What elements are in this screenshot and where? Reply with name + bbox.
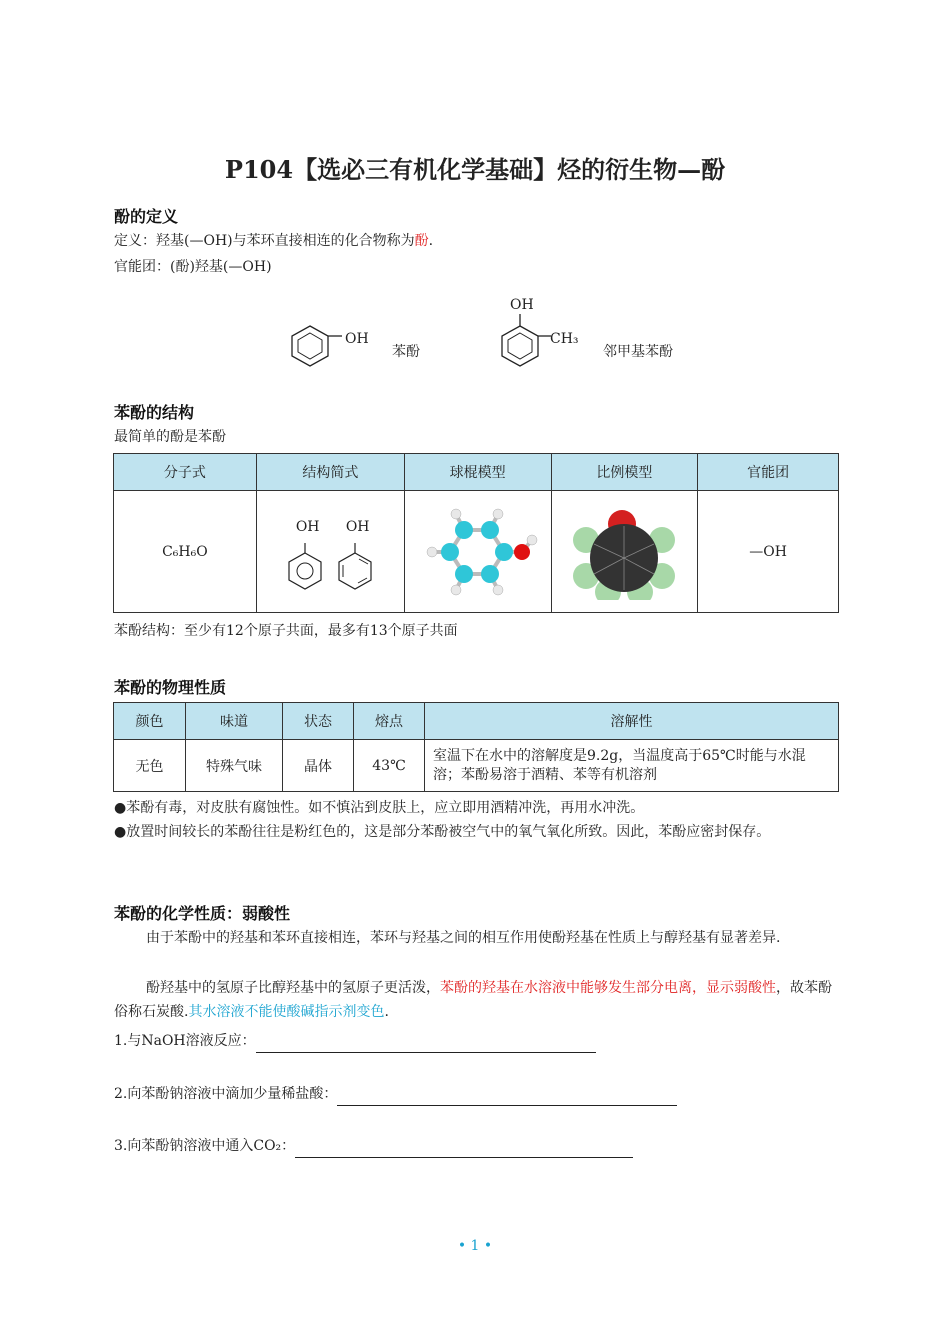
para2-text-a: 酚羟基中的氢原子比醇羟基中的氢原子更活泼，	[146, 980, 440, 996]
para2-text-b: ，故苯酚俗称石炭酸.	[114, 980, 832, 1020]
odor-cell: 特殊气味	[186, 740, 283, 792]
struct-oh-label-1: OH	[295, 518, 320, 535]
definition-suffix: .	[428, 233, 434, 249]
para2-highlight-cyan: 其水溶液不能使酸碱指示剂变色	[188, 1004, 385, 1020]
physical-properties-table	[113, 702, 839, 792]
table-header-row	[114, 703, 839, 740]
functional-group-cell: —OH	[698, 491, 839, 613]
para2-text-c: .	[384, 1004, 389, 1020]
table-row	[114, 740, 839, 792]
structure-table	[113, 453, 839, 613]
ball-stick-cell	[404, 491, 551, 613]
header-odor: 味道	[186, 703, 283, 740]
bullet-toxicity: ●苯酚有毒，对皮肤有腐蚀性。如不慎沾到皮肤上，应立即用酒精冲洗，再用水冲洗。	[114, 800, 645, 816]
structural-cell	[256, 491, 404, 613]
structure-note: 苯酚结构：至少有12个原子共面，最多有13个原子共面	[114, 623, 458, 639]
phenol-name: 苯酚	[392, 344, 420, 360]
functional-group-text: 官能团：(酚)羟基(—OH)	[114, 259, 272, 275]
formula-cell: C₆H₆O	[114, 491, 257, 613]
section-heading-definition: 酚的定义	[114, 207, 179, 226]
section-heading-structure: 苯酚的结构	[114, 403, 195, 422]
header-state: 状态	[283, 703, 354, 740]
struct-oh-label-2: OH	[345, 518, 370, 535]
section-heading-physical: 苯酚的物理性质	[114, 678, 227, 697]
answer-blank-1[interactable]	[256, 1034, 596, 1053]
para2-highlight-red: 苯酚的羟基在水溶液中能够发生部分电离，显示弱酸性	[440, 980, 776, 996]
chemical-paragraph-1: 由于苯酚中的羟基和苯环直接相连，苯环与羟基之间的相互作用使酚羟基在性质上与醇羟基有显著差异.	[146, 930, 781, 946]
space-filling-cell	[551, 491, 698, 613]
table-row	[114, 491, 839, 613]
space-filling-model-image	[564, 500, 684, 600]
state-cell: 晶体	[283, 740, 354, 792]
header-structural: 结构简式	[256, 454, 404, 491]
question-2	[114, 1082, 677, 1106]
phenol-oh-label: OH	[345, 331, 369, 347]
question-3	[114, 1134, 633, 1158]
question-2-label: 2.向苯酚钠溶液中滴加少量稀盐酸：	[114, 1086, 338, 1102]
header-solubility: 溶解性	[425, 703, 839, 740]
table-header-row	[114, 454, 839, 491]
color-cell: 无色	[114, 740, 186, 792]
cresol-name: 邻甲基苯酚	[603, 344, 673, 360]
header-functional-group: 官能团	[698, 454, 839, 491]
definition-text	[114, 229, 433, 253]
header-ball-stick: 球棍模型	[404, 454, 551, 491]
page-title: P104【选必三有机化学基础】烃的衍生物—酚	[224, 155, 726, 184]
phenol-kekule-diagrams	[258, 497, 403, 607]
answer-blank-3[interactable]	[295, 1139, 633, 1158]
answer-blank-2[interactable]	[337, 1087, 677, 1106]
question-1	[114, 1029, 596, 1053]
page-number: • 1 •	[457, 1238, 493, 1254]
melting-point-cell: 43℃	[354, 740, 425, 792]
solubility-cell: 室温下在水中的溶解度是9.2g，当温度高于65℃时能与水混溶；苯酚易溶于酒精、苯等有机溶剂	[425, 740, 839, 792]
bullet-storage: ●放置时间较长的苯酚往往是粉红色的，这是部分苯酚被空气中的氧气氧化所致。因此，苯酚应密封保存。	[114, 824, 771, 840]
question-1-label: 1.与NaOH溶液反应：	[114, 1033, 256, 1049]
header-space-filling: 比例模型	[551, 454, 698, 491]
cresol-ch3-label: CH₃	[550, 331, 579, 347]
header-color: 颜色	[114, 703, 186, 740]
definition-prefix: 定义：羟基(—OH)与苯环直接相连的化合物称为	[114, 233, 415, 249]
definition-keyword: 酚	[414, 233, 429, 249]
question-3-label: 3.向苯酚钠溶液中通入CO₂：	[114, 1138, 296, 1154]
section-heading-chemical: 苯酚的化学性质：弱酸性	[114, 904, 291, 923]
cresol-oh-label: OH	[510, 297, 534, 313]
chemical-paragraph-2	[114, 976, 839, 1024]
ball-stick-model-image	[418, 500, 538, 600]
header-formula: 分子式	[114, 454, 257, 491]
header-melting-point: 熔点	[354, 703, 425, 740]
structure-intro: 最简单的酚是苯酚	[114, 429, 226, 445]
